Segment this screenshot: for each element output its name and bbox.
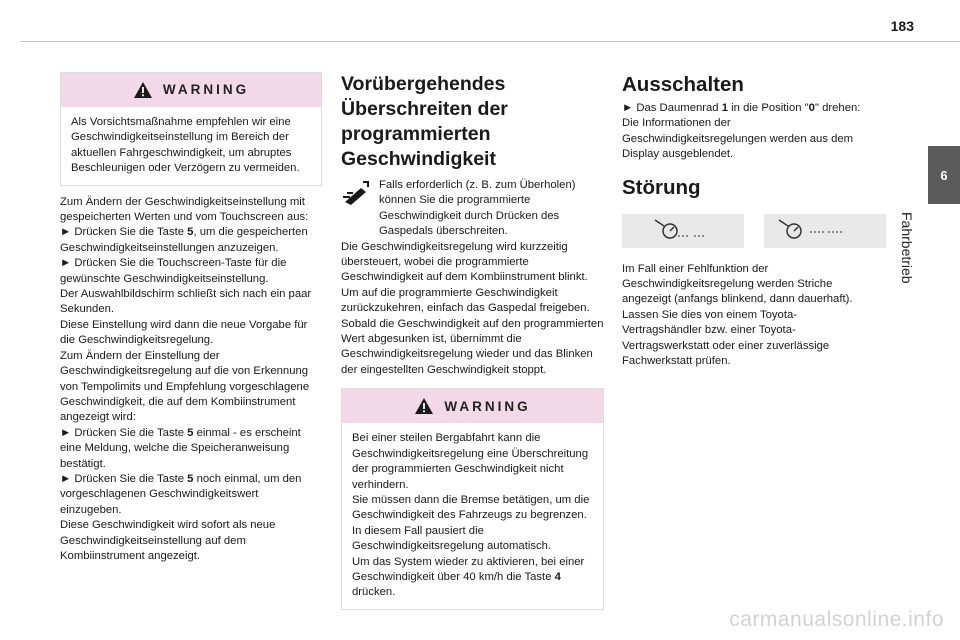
watermark: carmanualsonline.info <box>729 608 944 631</box>
section-heading: Vorübergehendes Überschreiten der programmierten Geschwindigkeit <box>341 73 508 170</box>
paragraph: Lassen Sie dies von einem Toyota-Vertragshändler bzw. einer Toyota-Vertragswerkstatt oder einer zuverlässige Fachwerkstatt prüfen. <box>622 308 830 368</box>
left-body <box>60 195 322 565</box>
warning-paragraph: Bei einer steilen Bergabfahrt kann die Geschwindigkeitsregelung eine Überschreitung der programmierten Geschwindigkeit nicht verhindern. <box>352 432 589 491</box>
warning-label: WARNING <box>162 82 250 98</box>
chapter-tab[interactable]: 6 <box>928 146 960 204</box>
bullet-text: Drücken Sie die Taste <box>74 426 188 439</box>
key-number: 5 <box>187 426 194 439</box>
warning-paragraph <box>352 555 593 601</box>
bullet-text: einmal - es erscheint eine Meldung, welche die Speicheranweisung bestätigt. <box>60 426 301 470</box>
warning-text-span: Um das System wieder zu aktivieren, bei einer Geschwindigkeit über 40 km/h die Taste <box>352 555 585 583</box>
paragraph: Die Geschwindigkeitsregelung wird kurzzeitig übersteuert, wobei die programmierte Geschwindigkeit auf dem Kombiinstrument blinkt. <box>341 240 588 284</box>
instruction-bullet: ► Drücken Sie die Touchscreen-Taste für die gewünschte Geschwindigkeitseinstellung. <box>60 256 322 287</box>
warning-header <box>61 73 321 107</box>
bullet-text: noch einmal, um den vorgeschlagenen Geschwindigkeitswert einzugeben. <box>60 472 302 516</box>
bullet-text: , um die gespeicherten Geschwindigkeitseinstellungen anzuzeigen. <box>60 226 308 254</box>
intro-row <box>341 178 604 240</box>
warning-text-span: drücken. <box>352 586 396 599</box>
display-illustrations <box>622 214 866 248</box>
instruction-bullet <box>60 225 322 256</box>
chapter-title-text: Fahrbetrieb <box>899 212 915 284</box>
paragraph: Um auf die programmierte Geschwindigkeit zurückzukehren, einfach das Gaspedal freigeben. <box>341 286 590 315</box>
header-rule <box>20 41 960 42</box>
bullet-text: Das Daumenrad <box>636 102 722 114</box>
speedometer-dashes-icon <box>622 214 744 248</box>
key-number: 5 <box>187 226 194 239</box>
key-number: 4 <box>554 570 561 583</box>
display-dashes-illustration <box>622 214 744 248</box>
warning-paragraph: Als Vorsichtsmaßnahme empfehlen wir eine Geschwindigkeitseinstellung im Bereich der aktuellen Fahrgeschwindigkeit, um abruptes Beschleunigen oder Verzögern zu vermeiden. <box>71 116 300 175</box>
paragraph: Zum Ändern der Geschwindigkeitseinstellung mit gespeicherten Werten und vom Touchscreen aus: <box>60 195 309 224</box>
paragraph: Diese Geschwindigkeit wird sofort als neue Geschwindigkeitseinstellung auf dem Kombiinstrument angezeigt. <box>60 519 276 562</box>
warning-box <box>60 72 322 186</box>
paragraph: Sobald die Geschwindigkeit auf den programmierten Wert abgesunken ist, übernimmt die Geschwindigkeitsregelung wieder und das Blinken der eingestellten Geschwindigkeit stoppt. <box>341 317 604 376</box>
warning-paragraph: Sie müssen dann die Bremse betätigen, um die Geschwindigkeit des Fahrzeugs zu begrenzen. In diesem Fall pausiert die Geschwindigkeitsregelung automatisch. <box>352 493 590 553</box>
middle-body <box>341 178 604 378</box>
paragraph: Zum Ändern der Einstellung der Geschwindigkeitsregelung auf die von Erkennung von Tempolimits und Empfehlung vorgeschlagene Geschwindigkeit, die auf dem Kombiinstrument angezeigt wird: <box>60 349 310 424</box>
bullet-text: Drücken Sie die Taste <box>74 226 188 239</box>
left-column <box>60 72 322 564</box>
warning-triangle-icon <box>414 397 434 415</box>
bullet-text: " drehen: Die Informationen der Geschwindigkeitsregelungen werden aus dem Display ausgeblendet. <box>622 102 861 161</box>
position-number: 0 <box>808 102 815 114</box>
right-column <box>622 72 866 369</box>
middle-column <box>341 72 604 610</box>
section-heading-ausschalten: Ausschalten <box>622 73 744 96</box>
warning-triangle-icon <box>133 81 153 99</box>
section-heading-stoerung: Störung <box>622 175 701 199</box>
chapter-title <box>897 212 917 292</box>
warning-text <box>342 423 603 608</box>
warning-text <box>61 107 321 185</box>
paragraph: Der Auswahlbildschirm schließt sich nach ein paar Sekunden. <box>60 288 312 316</box>
intro-paragraph: Falls erforderlich (z. B. zum Überholen) können Sie die programmierte Geschwindigkeit durch Drücken des Gaspedals überschreiten. <box>379 179 576 238</box>
speedometer-dashes-icon <box>764 214 886 248</box>
accelerator-pedal-icon <box>341 180 371 206</box>
display-dashes-illustration <box>764 214 886 248</box>
key-number: 1 <box>721 102 729 114</box>
bullet-text: in die Position " <box>728 102 809 114</box>
warning-header <box>342 389 603 423</box>
key-number: 5 <box>187 472 194 485</box>
instruction-bullet <box>60 472 322 518</box>
paragraph: Diese Einstellung wird dann die neue Vorgabe für die Geschwindigkeitsregelung. <box>60 318 308 347</box>
bullet-text: Drücken Sie die Taste <box>74 472 188 485</box>
paragraph: Im Fall einer Fehlfunktion der Geschwindigkeitsregelung werden Striche angezeigt (anfangs blinkend, dann dauerhaft). <box>622 262 853 306</box>
page-number: 183 <box>890 18 914 34</box>
warning-label: WARNING <box>444 398 531 414</box>
instruction-bullet <box>60 426 322 472</box>
warning-box <box>341 388 604 609</box>
instruction-bullet <box>622 101 866 163</box>
